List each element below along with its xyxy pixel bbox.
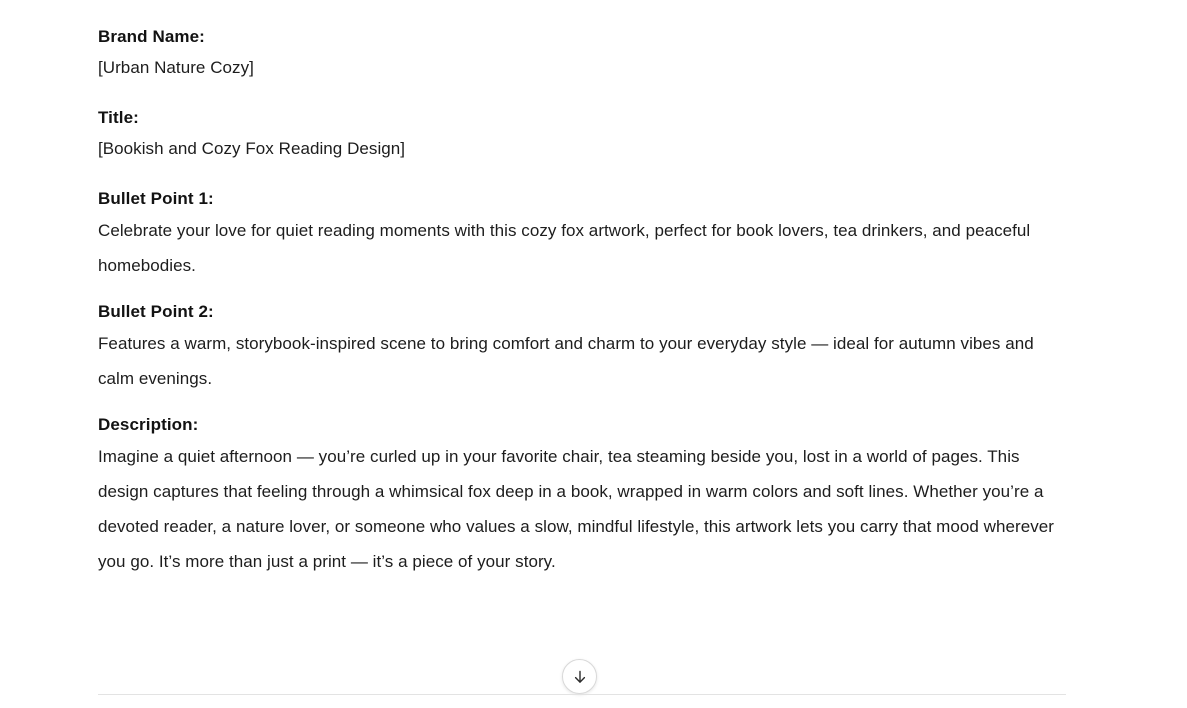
- section-title: [98, 103, 1087, 165]
- arrow-down-icon: [571, 668, 589, 686]
- section-brand-name: [98, 22, 1087, 84]
- brand-name-label: Brand Name:: [98, 27, 205, 46]
- bullet-point-2-label: Bullet Point 2:: [98, 302, 214, 321]
- section-bullet-point-2: [98, 297, 1087, 396]
- scroll-to-bottom-button[interactable]: [562, 659, 597, 694]
- bullet-point-1-value: Celebrate your love for quiet reading moments with this cozy fox artwork, perfect for book lovers, tea drinkers, and peaceful homebodies.: [98, 221, 1031, 275]
- bullet-point-1-label: Bullet Point 1:: [98, 189, 214, 208]
- section-bullet-point-1: [98, 184, 1087, 283]
- brand-name-value: [Urban Nature Cozy]: [98, 58, 254, 77]
- bottom-divider: [98, 694, 1066, 695]
- description-value: Imagine a quiet afternoon — you’re curled up in your favorite chair, tea steaming beside you, lost in a world of pages. This design captures that feeling through a whimsical fox deep in a book, wrapped in warm colors and soft lines. Whether you’re a devoted reader, a nature lover, or someone who values a slow, mindful lifestyle, this artwork lets you carry that mood wherever you go. It’s more than just a print — it’s a piece of your story.: [98, 447, 1054, 571]
- section-description: [98, 410, 1087, 579]
- bullet-point-2-value: Features a warm, storybook-inspired scene to bring comfort and charm to your everyday style — ideal for autumn vibes and calm evenings.: [98, 334, 1034, 388]
- title-value: [Bookish and Cozy Fox Reading Design]: [98, 139, 406, 158]
- title-label: Title:: [98, 108, 139, 127]
- description-label: Description:: [98, 415, 199, 434]
